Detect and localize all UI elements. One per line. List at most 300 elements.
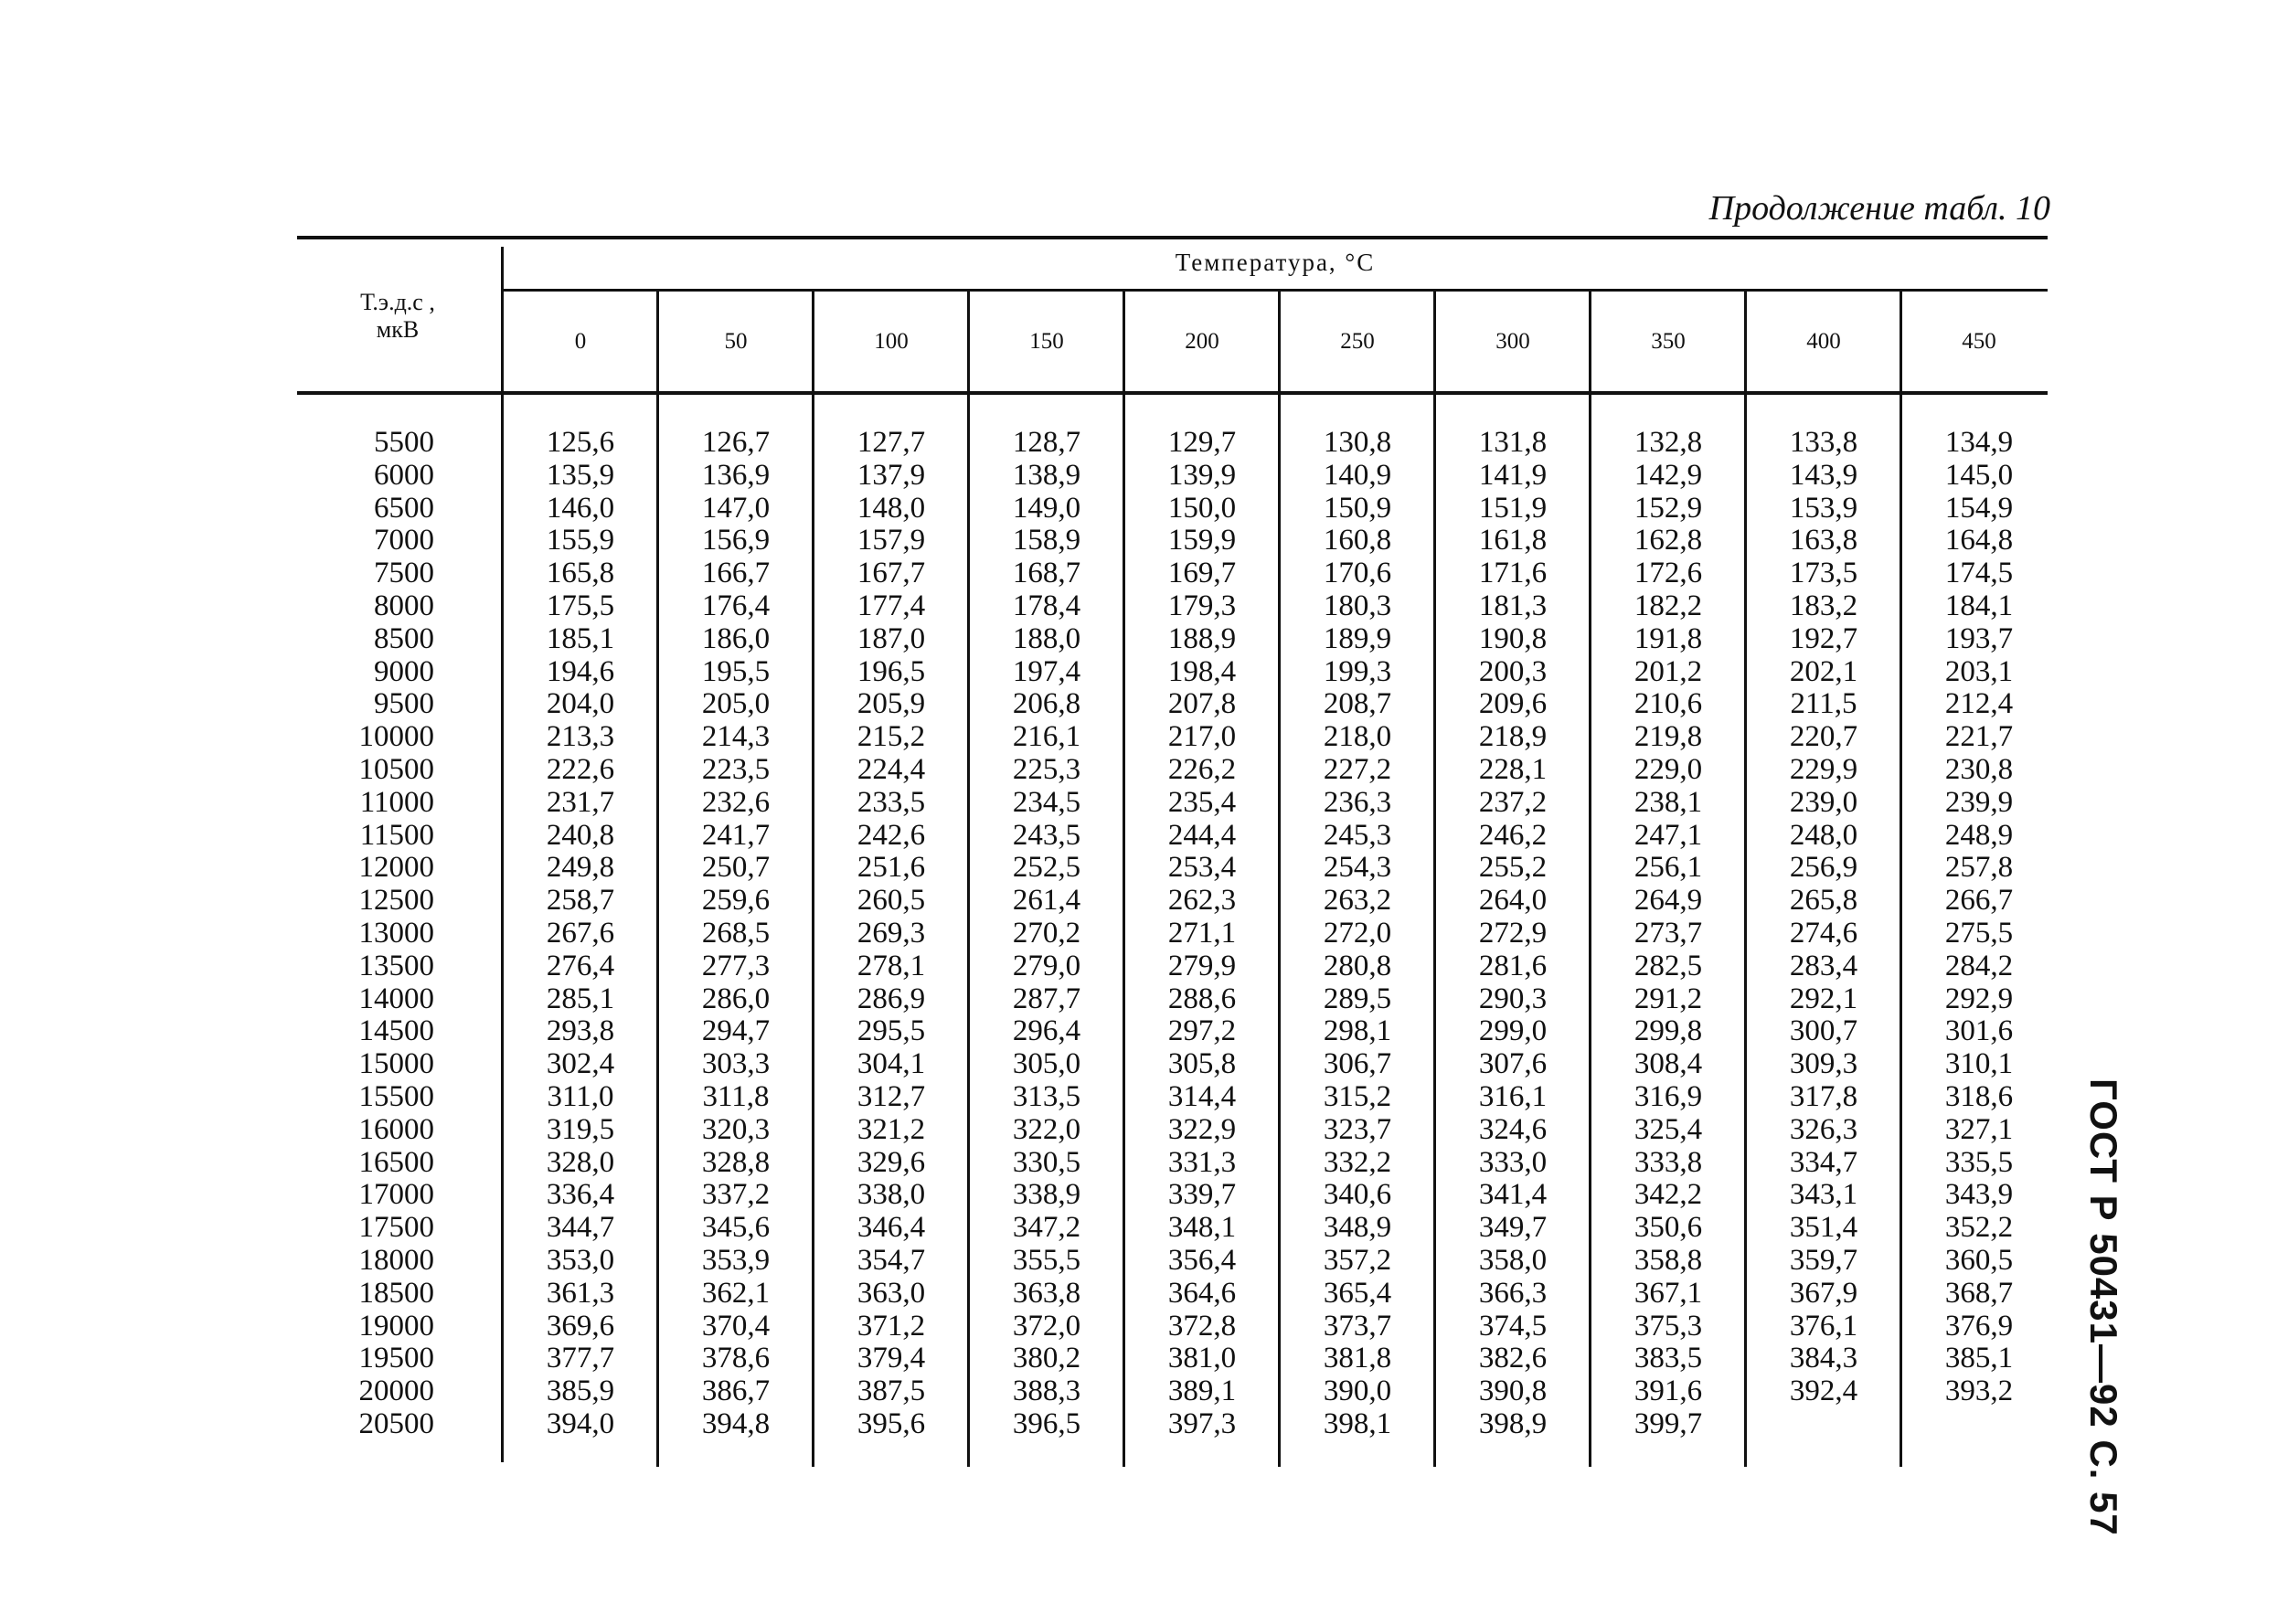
temperature-value: 150,9 bbox=[1323, 492, 1392, 525]
emf-value: 14500 bbox=[358, 1014, 434, 1047]
temperature-value: 238,1 bbox=[1634, 786, 1703, 819]
temperature-value: 163,8 bbox=[1789, 524, 1858, 557]
temperature-value: 367,1 bbox=[1634, 1277, 1703, 1310]
temperature-value: 333,0 bbox=[1478, 1146, 1548, 1179]
emf-header-line2: мкВ bbox=[376, 316, 420, 343]
temperature-value: 162,8 bbox=[1634, 524, 1703, 557]
temperature-value: 169,7 bbox=[1167, 557, 1237, 589]
temperature-value: 218,9 bbox=[1478, 720, 1548, 753]
temperature-value: 358,8 bbox=[1634, 1244, 1703, 1277]
temperature-value: 253,4 bbox=[1167, 851, 1237, 884]
temperature-value: 323,7 bbox=[1323, 1113, 1392, 1146]
emf-value: 13000 bbox=[358, 917, 434, 950]
temperature-column-header: 450 bbox=[1962, 329, 1996, 354]
temperature-value: 346,4 bbox=[857, 1211, 926, 1244]
temperature-value: 198,4 bbox=[1167, 655, 1237, 688]
temperature-value: 225,3 bbox=[1012, 753, 1081, 786]
temperature-value: 398,9 bbox=[1478, 1407, 1548, 1440]
temperature-value: 295,5 bbox=[857, 1014, 926, 1047]
temperature-value: 188,0 bbox=[1012, 622, 1081, 655]
temperature-value: 230,8 bbox=[1944, 753, 2014, 786]
temperature-value: 236,3 bbox=[1323, 786, 1392, 819]
emf-header-line1: Т.э.д.с , bbox=[360, 289, 435, 315]
table-top-rule bbox=[297, 236, 2048, 239]
temperature-value: 241,7 bbox=[701, 819, 771, 852]
temperature-value: 363,8 bbox=[1012, 1277, 1081, 1310]
temperature-value: 359,7 bbox=[1789, 1244, 1858, 1277]
temperature-value: 313,5 bbox=[1012, 1080, 1081, 1113]
emf-value: 8000 bbox=[374, 589, 434, 622]
temperature-value: 360,5 bbox=[1944, 1244, 2014, 1277]
temperature-value: 321,2 bbox=[857, 1113, 926, 1146]
temperature-value: 136,9 bbox=[701, 459, 771, 492]
temperature-value: 275,5 bbox=[1944, 917, 2014, 950]
temperature-value: 372,8 bbox=[1167, 1310, 1237, 1343]
temperature-value: 216,1 bbox=[1012, 720, 1081, 753]
temperature-value: 222,6 bbox=[546, 753, 615, 786]
temperature-value: 165,8 bbox=[546, 557, 615, 589]
temperature-value: 189,9 bbox=[1323, 622, 1392, 655]
temperature-value: 187,0 bbox=[857, 622, 926, 655]
emf-value: 19000 bbox=[358, 1310, 434, 1343]
temperature-value: 326,3 bbox=[1789, 1113, 1858, 1146]
temperature-value: 353,9 bbox=[701, 1244, 771, 1277]
temperature-value: 254,3 bbox=[1323, 851, 1392, 884]
temperature-value: 201,2 bbox=[1634, 655, 1703, 688]
temperature-value: 276,4 bbox=[546, 950, 615, 982]
temperature-value: 367,9 bbox=[1789, 1277, 1858, 1310]
temperature-value: 378,6 bbox=[701, 1342, 771, 1375]
temperature-value: 375,3 bbox=[1634, 1310, 1703, 1343]
temperature-value: 322,0 bbox=[1012, 1113, 1081, 1146]
emf-value: 20000 bbox=[358, 1375, 434, 1407]
temperature-value: 394,8 bbox=[701, 1407, 771, 1440]
temperature-value: 317,8 bbox=[1789, 1080, 1858, 1113]
temperature-value: 167,7 bbox=[857, 557, 926, 589]
temperature-value: 154,9 bbox=[1944, 492, 2014, 525]
emf-value: 15500 bbox=[358, 1080, 434, 1113]
temperature-value: 330,5 bbox=[1012, 1146, 1081, 1179]
temperature-value: 161,8 bbox=[1478, 524, 1548, 557]
emf-value: 18500 bbox=[358, 1277, 434, 1310]
temperature-value: 245,3 bbox=[1323, 819, 1392, 852]
temperature-value: 149,0 bbox=[1012, 492, 1081, 525]
temperature-value: 134,9 bbox=[1944, 426, 2014, 459]
temperature-value: 328,8 bbox=[701, 1146, 771, 1179]
temperature-value: 205,9 bbox=[857, 687, 926, 720]
temperature-column-header: 250 bbox=[1340, 329, 1375, 354]
temperature-value: 325,4 bbox=[1634, 1113, 1703, 1146]
temperature-value: 262,3 bbox=[1167, 884, 1237, 917]
emf-value: 13500 bbox=[358, 950, 434, 982]
temperature-header: Температура, °С bbox=[1175, 249, 1376, 276]
temperature-value: 309,3 bbox=[1789, 1047, 1858, 1080]
temperature-value: 209,6 bbox=[1478, 687, 1548, 720]
temperature-value: 318,6 bbox=[1944, 1080, 2014, 1113]
temperature-value: 284,2 bbox=[1944, 950, 2014, 982]
table-caption: Продолжение табл. 10 bbox=[1708, 189, 2050, 228]
temperature-value: 177,4 bbox=[857, 589, 926, 622]
temperature-value: 343,1 bbox=[1789, 1178, 1858, 1211]
emf-value: 16000 bbox=[358, 1113, 434, 1146]
temperature-value: 175,5 bbox=[546, 589, 615, 622]
temperature-value: 291,2 bbox=[1634, 982, 1703, 1015]
emf-value: 16500 bbox=[358, 1146, 434, 1179]
temperature-value: 264,0 bbox=[1478, 884, 1548, 917]
temperature-value: 344,7 bbox=[546, 1211, 615, 1244]
temperature-value: 322,9 bbox=[1167, 1113, 1237, 1146]
temperature-value: 385,9 bbox=[546, 1375, 615, 1407]
temperature-value: 131,8 bbox=[1478, 426, 1548, 459]
temperature-value: 277,3 bbox=[701, 950, 771, 982]
temperature-value: 342,2 bbox=[1634, 1178, 1703, 1211]
temperature-value: 358,0 bbox=[1478, 1244, 1548, 1277]
temperature-value: 140,9 bbox=[1323, 459, 1392, 492]
temperature-value: 320,3 bbox=[701, 1113, 771, 1146]
temperature-value: 297,2 bbox=[1167, 1014, 1237, 1047]
temperature-value: 324,6 bbox=[1478, 1113, 1548, 1146]
temperature-value: 261,4 bbox=[1012, 884, 1081, 917]
temperature-value: 314,4 bbox=[1167, 1080, 1237, 1113]
temperature-value: 214,3 bbox=[701, 720, 771, 753]
temperature-value: 390,8 bbox=[1478, 1375, 1548, 1407]
temperature-value: 213,3 bbox=[546, 720, 615, 753]
temperature-value: 339,7 bbox=[1167, 1178, 1237, 1211]
temperature-column-header: 400 bbox=[1806, 329, 1841, 354]
temperature-value: 274,6 bbox=[1789, 917, 1858, 950]
temperature-value: 282,5 bbox=[1634, 950, 1703, 982]
temperature-value: 310,1 bbox=[1944, 1047, 2014, 1080]
temperature-value: 146,0 bbox=[546, 492, 615, 525]
temperature-value: 143,9 bbox=[1789, 459, 1858, 492]
temperature-value: 219,8 bbox=[1634, 720, 1703, 753]
emf-value: 6500 bbox=[374, 492, 434, 525]
temperature-value: 384,3 bbox=[1789, 1342, 1858, 1375]
emf-value: 12000 bbox=[358, 851, 434, 884]
temperature-value: 160,8 bbox=[1323, 524, 1392, 557]
temperature-column-header: 300 bbox=[1495, 329, 1530, 354]
temperature-value: 399,7 bbox=[1634, 1407, 1703, 1440]
temperature-value: 304,1 bbox=[857, 1047, 926, 1080]
temperature-value: 343,9 bbox=[1944, 1178, 2014, 1211]
temperature-value: 196,5 bbox=[857, 655, 926, 688]
temperature-value: 193,7 bbox=[1944, 622, 2014, 655]
temperature-subheader-rule bbox=[503, 289, 2048, 292]
emf-value: 11500 bbox=[359, 819, 434, 852]
emf-value: 9000 bbox=[374, 655, 434, 688]
temperature-value: 292,1 bbox=[1789, 982, 1858, 1015]
temperature-value: 373,7 bbox=[1323, 1310, 1392, 1343]
temperature-value: 174,5 bbox=[1944, 557, 2014, 589]
temperature-value: 205,0 bbox=[701, 687, 771, 720]
temperature-value: 364,6 bbox=[1167, 1277, 1237, 1310]
temperature-value: 192,7 bbox=[1789, 622, 1858, 655]
temperature-value: 312,7 bbox=[857, 1080, 926, 1113]
temperature-value: 173,5 bbox=[1789, 557, 1858, 589]
page-running-header: ГОСТ Р 50431—92 С. 57 bbox=[2082, 1078, 2125, 1536]
temperature-value: 363,0 bbox=[857, 1277, 926, 1310]
temperature-value: 301,6 bbox=[1944, 1014, 2014, 1047]
temperature-value: 142,9 bbox=[1634, 459, 1703, 492]
temperature-value: 334,7 bbox=[1789, 1146, 1858, 1179]
temperature-value: 171,6 bbox=[1478, 557, 1548, 589]
temperature-value: 353,0 bbox=[546, 1244, 615, 1277]
emf-value: 6000 bbox=[374, 459, 434, 492]
temperature-column-header: 150 bbox=[1029, 329, 1064, 354]
temperature-value: 231,7 bbox=[546, 786, 615, 819]
temperature-value: 226,2 bbox=[1167, 753, 1237, 786]
temperature-value: 338,0 bbox=[857, 1178, 926, 1211]
temperature-value: 150,0 bbox=[1167, 492, 1237, 525]
temperature-value: 380,2 bbox=[1012, 1342, 1081, 1375]
temperature-value: 183,2 bbox=[1789, 589, 1858, 622]
temperature-value: 366,3 bbox=[1478, 1277, 1548, 1310]
temperature-value: 248,0 bbox=[1789, 819, 1858, 852]
temperature-value: 329,6 bbox=[857, 1146, 926, 1179]
temperature-value: 233,5 bbox=[857, 786, 926, 819]
temperature-value: 125,6 bbox=[546, 426, 615, 459]
temperature-value: 376,9 bbox=[1944, 1310, 2014, 1343]
temperature-value: 244,4 bbox=[1167, 819, 1237, 852]
temperature-value: 151,9 bbox=[1478, 492, 1548, 525]
temperature-value: 251,6 bbox=[857, 851, 926, 884]
temperature-value: 292,9 bbox=[1944, 982, 2014, 1015]
temperature-value: 221,7 bbox=[1944, 720, 2014, 753]
temperature-value: 303,3 bbox=[701, 1047, 771, 1080]
temperature-value: 361,3 bbox=[546, 1277, 615, 1310]
emf-value: 9500 bbox=[374, 687, 434, 720]
temperature-value: 188,9 bbox=[1167, 622, 1237, 655]
temperature-value: 237,2 bbox=[1478, 786, 1548, 819]
temperature-value: 381,8 bbox=[1323, 1342, 1392, 1375]
temperature-value: 264,9 bbox=[1634, 884, 1703, 917]
temperature-value: 280,8 bbox=[1323, 950, 1392, 982]
temperature-value: 351,4 bbox=[1789, 1211, 1858, 1244]
temperature-value: 206,8 bbox=[1012, 687, 1081, 720]
temperature-value: 181,3 bbox=[1478, 589, 1548, 622]
temperature-value: 352,2 bbox=[1944, 1211, 2014, 1244]
temperature-value: 377,7 bbox=[546, 1342, 615, 1375]
temperature-value: 272,9 bbox=[1478, 917, 1548, 950]
temperature-value: 223,5 bbox=[701, 753, 771, 786]
emf-value: 11000 bbox=[359, 786, 434, 819]
temperature-value: 268,5 bbox=[701, 917, 771, 950]
temperature-value: 190,8 bbox=[1478, 622, 1548, 655]
temperature-value: 392,4 bbox=[1789, 1375, 1858, 1407]
temperature-value: 389,1 bbox=[1167, 1375, 1237, 1407]
temperature-value: 328,0 bbox=[546, 1146, 615, 1179]
emf-value: 17000 bbox=[358, 1178, 434, 1211]
temperature-value: 159,9 bbox=[1167, 524, 1237, 557]
temperature-value: 396,5 bbox=[1012, 1407, 1081, 1440]
temperature-value: 138,9 bbox=[1012, 459, 1081, 492]
temperature-value: 327,1 bbox=[1944, 1113, 2014, 1146]
emf-value: 8500 bbox=[374, 622, 434, 655]
temperature-value: 135,9 bbox=[546, 459, 615, 492]
temperature-value: 139,9 bbox=[1167, 459, 1237, 492]
temperature-value: 132,8 bbox=[1634, 426, 1703, 459]
temperature-value: 257,8 bbox=[1944, 851, 2014, 884]
temperature-value: 252,5 bbox=[1012, 851, 1081, 884]
temperature-value: 215,2 bbox=[857, 720, 926, 753]
temperature-value: 382,6 bbox=[1478, 1342, 1548, 1375]
temperature-value: 267,6 bbox=[546, 917, 615, 950]
emf-value: 7500 bbox=[374, 557, 434, 589]
temperature-value: 200,3 bbox=[1478, 655, 1548, 688]
temperature-value: 228,1 bbox=[1478, 753, 1548, 786]
temperature-value: 232,6 bbox=[701, 786, 771, 819]
temperature-value: 335,5 bbox=[1944, 1146, 2014, 1179]
temperature-value: 258,7 bbox=[546, 884, 615, 917]
temperature-value: 184,1 bbox=[1944, 589, 2014, 622]
temperature-value: 379,4 bbox=[857, 1342, 926, 1375]
temperature-value: 148,0 bbox=[857, 492, 926, 525]
emf-value: 12500 bbox=[358, 884, 434, 917]
emf-value: 18000 bbox=[358, 1244, 434, 1277]
temperature-value: 348,9 bbox=[1323, 1211, 1392, 1244]
temperature-value: 293,8 bbox=[546, 1014, 615, 1047]
temperature-value: 210,6 bbox=[1634, 687, 1703, 720]
temperature-value: 362,1 bbox=[701, 1277, 771, 1310]
temperature-column-header: 50 bbox=[724, 329, 748, 354]
temperature-value: 137,9 bbox=[857, 459, 926, 492]
temperature-value: 185,1 bbox=[546, 622, 615, 655]
temperature-value: 176,4 bbox=[701, 589, 771, 622]
emf-value: 10000 bbox=[358, 720, 434, 753]
temperature-value: 288,6 bbox=[1167, 982, 1237, 1015]
temperature-value: 371,2 bbox=[857, 1310, 926, 1343]
temperature-value: 348,1 bbox=[1167, 1211, 1237, 1244]
temperature-value: 246,2 bbox=[1478, 819, 1548, 852]
temperature-value: 204,0 bbox=[546, 687, 615, 720]
temperature-value: 248,9 bbox=[1944, 819, 2014, 852]
temperature-value: 285,1 bbox=[546, 982, 615, 1015]
temperature-value: 311,8 bbox=[702, 1080, 770, 1113]
temperature-value: 290,3 bbox=[1478, 982, 1548, 1015]
temperature-value: 203,1 bbox=[1944, 655, 2014, 688]
temperature-value: 387,5 bbox=[857, 1375, 926, 1407]
emf-value: 15000 bbox=[358, 1047, 434, 1080]
temperature-value: 345,6 bbox=[701, 1211, 771, 1244]
temperature-value: 311,0 bbox=[547, 1080, 614, 1113]
temperature-value: 128,7 bbox=[1012, 426, 1081, 459]
temperature-value: 164,8 bbox=[1944, 524, 2014, 557]
temperature-value: 386,7 bbox=[701, 1375, 771, 1407]
temperature-value: 208,7 bbox=[1323, 687, 1392, 720]
temperature-value: 315,2 bbox=[1323, 1080, 1392, 1113]
temperature-value: 239,0 bbox=[1789, 786, 1858, 819]
temperature-value: 286,0 bbox=[701, 982, 771, 1015]
temperature-value: 197,4 bbox=[1012, 655, 1081, 688]
temperature-value: 170,6 bbox=[1323, 557, 1392, 589]
temperature-value: 158,9 bbox=[1012, 524, 1081, 557]
temperature-value: 306,7 bbox=[1323, 1047, 1392, 1080]
temperature-value: 298,1 bbox=[1323, 1014, 1392, 1047]
temperature-value: 199,3 bbox=[1323, 655, 1392, 688]
temperature-value: 340,6 bbox=[1323, 1178, 1392, 1211]
temperature-value: 271,1 bbox=[1167, 917, 1237, 950]
temperature-value: 194,6 bbox=[546, 655, 615, 688]
temperature-value: 302,4 bbox=[546, 1047, 615, 1080]
temperature-value: 217,0 bbox=[1167, 720, 1237, 753]
temperature-value: 305,8 bbox=[1167, 1047, 1237, 1080]
temperature-value: 218,0 bbox=[1323, 720, 1392, 753]
temperature-value: 269,3 bbox=[857, 917, 926, 950]
temperature-value: 341,4 bbox=[1478, 1178, 1548, 1211]
temperature-value: 249,8 bbox=[546, 851, 615, 884]
temperature-value: 227,2 bbox=[1323, 753, 1392, 786]
temperature-value: 374,5 bbox=[1478, 1310, 1548, 1343]
temperature-value: 240,8 bbox=[546, 819, 615, 852]
temperature-value: 130,8 bbox=[1323, 426, 1392, 459]
temperature-value: 390,0 bbox=[1323, 1375, 1392, 1407]
temperature-value: 157,9 bbox=[857, 524, 926, 557]
temperature-value: 287,7 bbox=[1012, 982, 1081, 1015]
temperature-value: 278,1 bbox=[857, 950, 926, 982]
temperature-value: 220,7 bbox=[1789, 720, 1858, 753]
emf-column-header bbox=[297, 289, 498, 344]
temperature-value: 279,0 bbox=[1012, 950, 1081, 982]
temperature-value: 372,0 bbox=[1012, 1310, 1081, 1343]
temperature-value: 350,6 bbox=[1634, 1211, 1703, 1244]
temperature-value: 338,9 bbox=[1012, 1178, 1081, 1211]
temperature-value: 235,4 bbox=[1167, 786, 1237, 819]
temperature-value: 319,5 bbox=[546, 1113, 615, 1146]
temperature-value: 234,5 bbox=[1012, 786, 1081, 819]
temperature-value: 376,1 bbox=[1789, 1310, 1858, 1343]
temperature-value: 259,6 bbox=[701, 884, 771, 917]
temperature-value: 336,4 bbox=[546, 1178, 615, 1211]
temperature-value: 299,0 bbox=[1478, 1014, 1548, 1047]
temperature-value: 263,2 bbox=[1323, 884, 1392, 917]
temperature-column-header: 100 bbox=[874, 329, 909, 354]
temperature-value: 391,6 bbox=[1634, 1375, 1703, 1407]
temperature-value: 224,4 bbox=[857, 753, 926, 786]
emf-value: 10500 bbox=[358, 753, 434, 786]
temperature-value: 279,9 bbox=[1167, 950, 1237, 982]
temperature-value: 369,6 bbox=[546, 1310, 615, 1343]
temperature-value: 370,4 bbox=[701, 1310, 771, 1343]
temperature-value: 397,3 bbox=[1167, 1407, 1237, 1440]
temperature-value: 239,9 bbox=[1944, 786, 2014, 819]
temperature-value: 394,0 bbox=[546, 1407, 615, 1440]
temperature-value: 141,9 bbox=[1478, 459, 1548, 492]
temperature-value: 242,6 bbox=[857, 819, 926, 852]
temperature-value: 260,5 bbox=[857, 884, 926, 917]
temperature-value: 153,9 bbox=[1789, 492, 1858, 525]
temperature-value: 316,9 bbox=[1634, 1080, 1703, 1113]
temperature-value: 270,2 bbox=[1012, 917, 1081, 950]
temperature-value: 388,3 bbox=[1012, 1375, 1081, 1407]
temperature-value: 180,3 bbox=[1323, 589, 1392, 622]
temperature-value: 286,9 bbox=[857, 982, 926, 1015]
temperature-value: 357,2 bbox=[1323, 1244, 1392, 1277]
temperature-value: 365,4 bbox=[1323, 1277, 1392, 1310]
emf-value: 20500 bbox=[358, 1407, 434, 1440]
temperature-value: 393,2 bbox=[1944, 1375, 2014, 1407]
emf-value: 5500 bbox=[374, 426, 434, 459]
temperature-value: 250,7 bbox=[701, 851, 771, 884]
temperature-value: 383,5 bbox=[1634, 1342, 1703, 1375]
temperature-value: 333,8 bbox=[1634, 1146, 1703, 1179]
temperature-value: 331,3 bbox=[1167, 1146, 1237, 1179]
temperature-value: 256,9 bbox=[1789, 851, 1858, 884]
temperature-value: 308,4 bbox=[1634, 1047, 1703, 1080]
temperature-value: 349,7 bbox=[1478, 1211, 1548, 1244]
temperature-value: 247,1 bbox=[1634, 819, 1703, 852]
temperature-value: 332,2 bbox=[1323, 1146, 1392, 1179]
temperature-value: 195,5 bbox=[701, 655, 771, 688]
